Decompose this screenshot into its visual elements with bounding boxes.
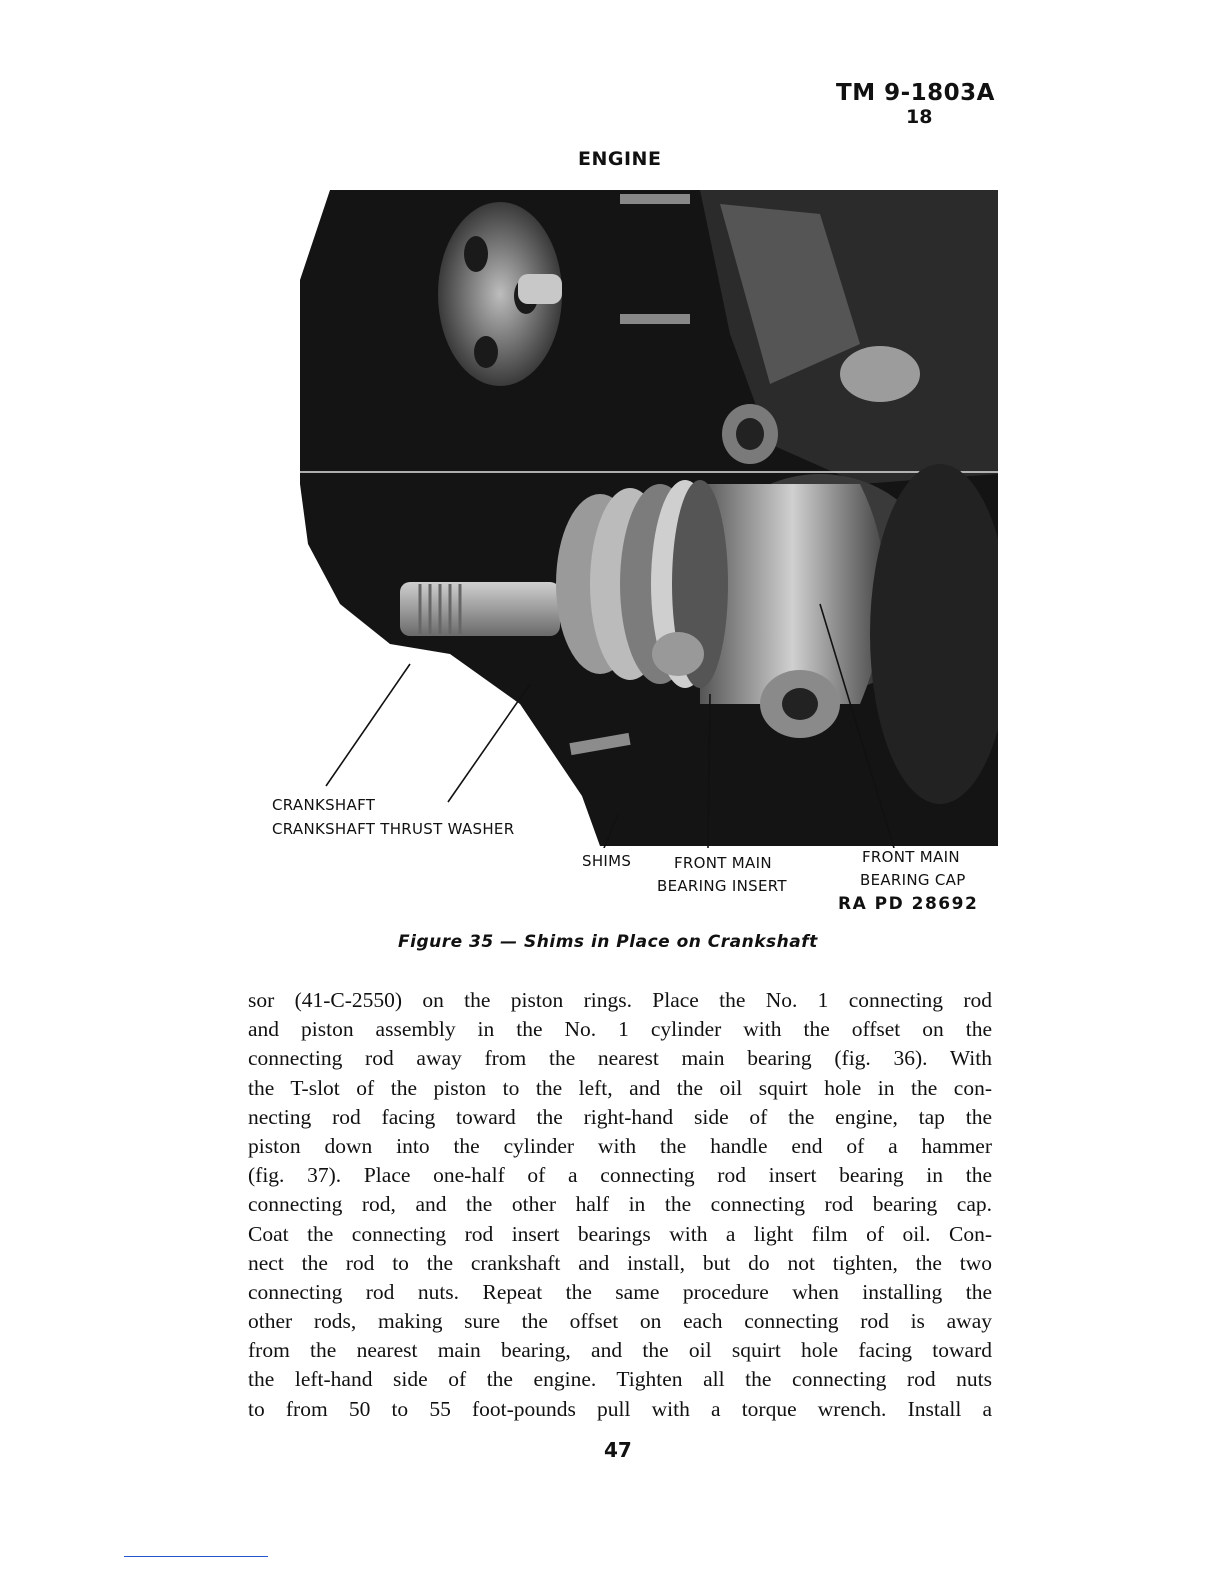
body-line: other rods, making sure the offset on each connecting rod is away: [248, 1309, 992, 1334]
body-line: necting rod facing toward the right-hand side of the engine, tap the: [248, 1104, 992, 1129]
body-line: sor (41-C-2550) on the piston rings. Place the No. 1 connecting rod: [248, 988, 992, 1012]
body-line: connecting rod, and the other half in the connecting rod bearing cap.: [248, 1192, 992, 1217]
body-line: and piston assembly in the No. 1 cylinder with the offset on the: [248, 1017, 992, 1042]
section-title: ENGINE: [578, 148, 662, 170]
body-line: the left-hand side of the engine. Tighten all the connecting rod nuts: [248, 1367, 992, 1392]
label-shims: SHIMS: [582, 852, 632, 870]
label-bearing-cap-line1: FRONT MAIN: [862, 848, 960, 866]
body-line: Coat the connecting rod insert bearings with a light film of oil. Con-: [248, 1221, 992, 1246]
body-line: nect the rod to the crankshaft and install, but do not tighten, the two: [248, 1250, 992, 1275]
figure-caption: Figure 35 — Shims in Place on Crankshaft: [398, 932, 818, 952]
body-line: the T-slot of the piston to the left, and the oil squirt hole in the con-: [248, 1075, 992, 1100]
crankshaft-photo: [300, 184, 998, 848]
body-line: piston down into the cylinder with the handle end of a hammer: [248, 1133, 992, 1158]
label-bearing-cap-line2: BEARING CAP: [860, 871, 966, 889]
body-line: connecting rod away from the nearest main bearing (fig. 36). With: [248, 1046, 992, 1071]
body-line: (fig. 37). Place one-half of a connecting rod insert bearing in the: [248, 1163, 992, 1188]
body-paragraph: [248, 986, 992, 1424]
label-crankshaft: CRANKSHAFT: [272, 796, 376, 814]
footnote-rule: [124, 1556, 268, 1557]
page-number: 47: [604, 1438, 632, 1462]
label-thrust-washer: CRANKSHAFT THRUST WASHER: [272, 820, 515, 838]
figure-reference: RA PD 28692: [838, 894, 979, 914]
body-line: connecting rod nuts. Repeat the same procedure when installing the: [248, 1279, 992, 1304]
body-line: to from 50 to 55 foot-pounds pull with a torque wrench. Install a: [248, 1396, 992, 1421]
label-bearing-insert-line1: FRONT MAIN: [674, 854, 772, 872]
body-line: from the nearest main bearing, and the oil squirt hole facing toward: [248, 1338, 992, 1363]
label-bearing-insert-line2: BEARING INSERT: [657, 877, 787, 895]
section-number: 18: [906, 106, 933, 128]
manual-number: TM 9-1803A: [836, 80, 995, 106]
